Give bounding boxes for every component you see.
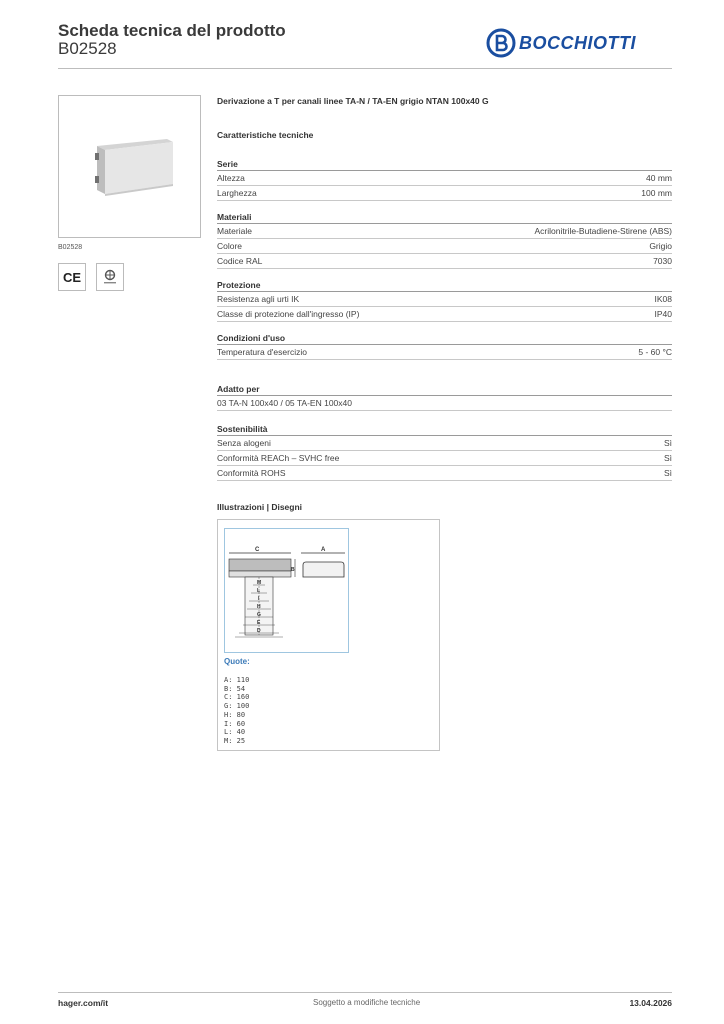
spec-label: Conformità ROHS: [217, 468, 286, 478]
spec-label: Colore: [217, 241, 243, 251]
drawing-panel: [217, 519, 440, 751]
dim-label-a: A: [321, 547, 326, 553]
spec-value: Acrilonitrile-Butadiene-Stirene (ABS): [534, 226, 672, 236]
spec-row: [217, 186, 672, 201]
spec-row: [217, 307, 672, 322]
section-title: Condizioni d'uso: [217, 333, 672, 345]
spec-label: Conformità REACh – SVHC free: [217, 453, 340, 463]
quote-list: [224, 676, 249, 746]
dim-label-h: H: [257, 604, 261, 610]
quote-item: H: 80: [224, 710, 246, 719]
spec-row: [217, 396, 672, 411]
section-title: Protezione: [217, 280, 672, 292]
quote-item: A: 110: [224, 676, 250, 684]
spec-row: [217, 451, 672, 466]
spec-value: 40 mm: [646, 173, 672, 183]
spec-row: [217, 436, 672, 451]
spec-row: [217, 254, 672, 269]
ce-icon: CE: [62, 269, 82, 285]
spec-label: Classe di protezione dall'ingresso (IP): [217, 309, 360, 319]
footer-website: hager.com/it: [58, 998, 109, 1008]
logo-text: BOCCHIOTTI: [519, 32, 636, 53]
dim-label-e: E: [257, 620, 261, 626]
footer-disclaimer: Soggetto a modifiche tecniche: [313, 998, 421, 1007]
spec-value: Grigio: [649, 241, 672, 251]
section-protezione: [217, 280, 672, 322]
illustrations-heading: Illustrazioni | Disegni: [217, 502, 303, 512]
spec-label: Larghezza: [217, 188, 257, 198]
product-photo: [58, 95, 201, 238]
spec-value: 100 mm: [641, 188, 672, 198]
technical-drawing: [224, 528, 349, 653]
quote-title: Quote:: [224, 657, 250, 666]
dim-label-d: D: [257, 628, 261, 634]
dim-label-i: I: [258, 596, 260, 602]
spec-value: 7030: [653, 256, 672, 266]
quote-item: M: 25: [224, 736, 246, 745]
dim-label-c: C: [255, 547, 260, 553]
quote-item: B: 54: [224, 684, 246, 693]
spec-label: 03 TA-N 100x40 / 05 TA-EN 100x40: [217, 398, 352, 408]
ce-mark: [58, 263, 86, 291]
spec-value: Sì: [663, 468, 672, 478]
spec-label: Codice RAL: [217, 256, 263, 266]
spec-value: Sì: [663, 438, 672, 448]
spec-row: [217, 171, 672, 186]
spec-value: 5 - 60 °C: [638, 347, 672, 357]
spec-value: IP40: [654, 309, 672, 319]
dimension-drawing: [225, 529, 348, 652]
spec-row: [217, 224, 672, 239]
section-adatto: [217, 384, 672, 411]
product-code: B02528: [58, 39, 117, 58]
bocchiotti-logo-icon: [486, 28, 516, 58]
photo-code: B02528: [58, 244, 83, 251]
quote-item: I: 60: [224, 719, 246, 728]
spec-label: Senza alogeni: [217, 438, 271, 448]
section-title: Serie: [217, 159, 672, 171]
quote-item: C: 160: [224, 693, 250, 702]
product-image: [59, 96, 200, 237]
product-description: Derivazione a T per canali linee TA-N / TA-EN grigio NTAN 100x40 G: [217, 96, 489, 106]
spec-value: IK08: [654, 294, 672, 304]
page-title: Scheda tecnica del prodotto: [58, 21, 286, 40]
spec-label: Altezza: [217, 173, 245, 183]
spec-row: [217, 239, 672, 254]
spec-label: Resistenza agli urti IK: [217, 294, 300, 304]
spec-label: Materiale: [217, 226, 252, 236]
dim-label-b: B: [291, 567, 295, 573]
section-serie: [217, 159, 672, 201]
spec-label: Temperatura d'esercizio: [217, 347, 307, 357]
section-condizioni: [217, 333, 672, 360]
quote-item: G: 100: [224, 702, 250, 711]
header-divider: [58, 68, 672, 69]
imq-mark-icon: [101, 268, 119, 286]
tech-heading: Caratteristiche tecniche: [217, 130, 314, 140]
section-title: Adatto per: [217, 384, 672, 396]
spec-row: [217, 345, 672, 360]
spec-row: [217, 466, 672, 481]
section-title: Materiali: [217, 212, 672, 224]
dim-label-g: G: [257, 612, 261, 618]
section-title: Sostenibilità: [217, 424, 672, 436]
spec-column: [217, 96, 672, 481]
spec-row: [217, 292, 672, 307]
section-sostenibilita: [217, 424, 672, 481]
dim-label-m: M: [257, 580, 262, 586]
footer-divider: [58, 992, 672, 993]
section-materiali: [217, 212, 672, 269]
quote-item: L: 40: [224, 728, 246, 737]
dim-label-l: L: [257, 588, 261, 594]
imq-mark: [96, 263, 124, 291]
brand-logo: [486, 28, 636, 58]
spec-value: Sì: [663, 453, 672, 463]
footer-date: 13.04.2026: [629, 998, 672, 1008]
